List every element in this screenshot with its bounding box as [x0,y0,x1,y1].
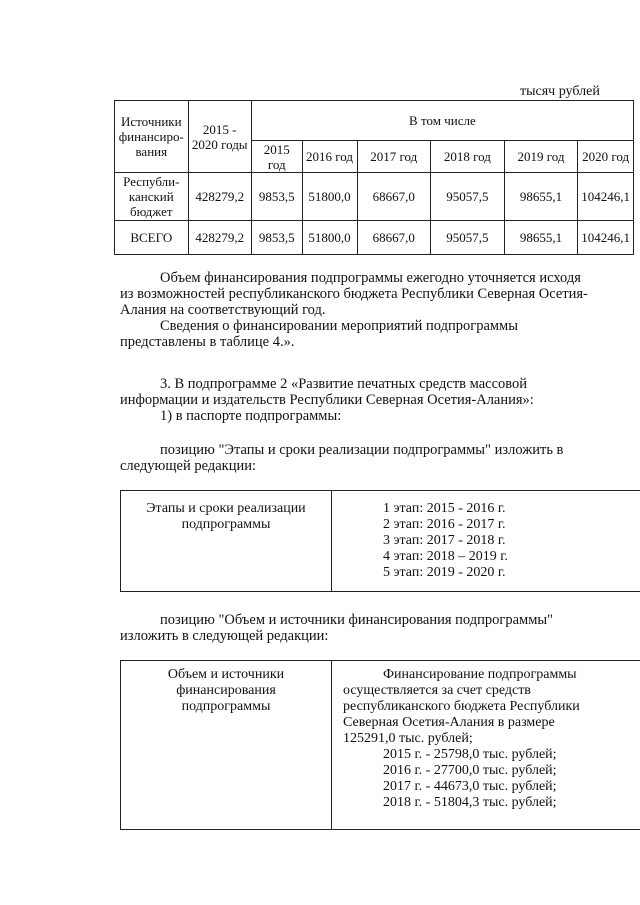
funding-box [120,660,640,830]
stage-item: 4 этап: 2018 – 2019 г. [383,549,508,564]
funding-text-line: 125291,0 тыс. рублей; [343,731,473,746]
stages-box [120,490,640,592]
funding-note-paragraph [120,270,610,350]
stages-list [383,501,508,581]
text-line: позицию "Этапы и сроки реализации подпрограммы" изложить в [160,442,564,458]
row-label: ВСЕГО [115,221,189,255]
text-line: Объем финансирования подпрограммы ежегодно уточняется исходя [160,270,581,286]
year-header: 2018 год [431,141,505,173]
text-line: Сведения о финансировании мероприятий подпрограммы [160,318,518,334]
header-period: 2015 - 2020 годы [188,101,251,173]
text-line: 1) в паспорте подпрограммы: [160,408,342,424]
year-header: 2015 год [251,141,302,173]
year-header: 2016 год [302,141,357,173]
text-line: позицию "Объем и источники финансирования подпрограммы" [160,612,554,628]
units-label: тысяч рублей [520,84,600,99]
funding-text-line: осуществляется за счет средств [343,683,531,698]
funding-label-cell [121,661,332,829]
stages-label: Этапы и сроки реализации подпрограммы [146,501,306,532]
row-total: 428279,2 [188,221,251,255]
table-row [115,173,634,221]
row-value: 98655,1 [504,221,578,255]
year-header: 2019 год [504,141,578,173]
row-value: 51800,0 [302,173,357,221]
funding-year-line: 2015 г. - 25798,0 тыс. рублей; [383,747,557,762]
text-line: информации и издательств Республики Северная Осетия-Алания»: [120,392,534,408]
row-label: Республи-канский бюджет [115,173,189,221]
funding-text [343,667,625,811]
row-value: 9853,5 [251,221,302,255]
stage-item: 3 этап: 2017 - 2018 г. [383,533,506,548]
funding-label: Объем и источники финансирования подпрограммы [167,667,285,714]
stage-item: 1 этап: 2015 - 2016 г. [383,501,506,516]
position-stages-paragraph [120,442,610,474]
row-value: 68667,0 [357,173,431,221]
funding-text-line: Северная Осетия-Алания в размере [343,715,555,730]
text-line: Алания на соответствующий год. [120,302,326,318]
funding-text-line: республиканского бюджета Республики [343,699,580,714]
text-line: следующей редакции: [120,458,257,474]
text-line: представлены в таблице 4.». [120,334,295,350]
row-value: 9853,5 [251,173,302,221]
stage-item: 2 этап: 2016 - 2017 г. [383,517,506,532]
stage-item: 5 этап: 2019 - 2020 г. [383,565,506,580]
table-row [115,221,634,255]
funding-year-line: 2016 г. - 27700,0 тыс. рублей; [383,763,557,778]
financing-table [114,100,634,255]
row-value: 51800,0 [302,221,357,255]
header-including: В том числе [251,101,633,141]
item-3-paragraph [120,376,610,424]
funding-text-line: Финансирование подпрограммы [383,667,577,682]
stages-label-cell [121,491,332,591]
position-funding-paragraph [120,612,610,644]
funding-year-line: 2017 г. - 44673,0 тыс. рублей; [383,779,557,794]
row-value: 98655,1 [504,173,578,221]
row-value: 104246,1 [578,221,634,255]
row-value: 95057,5 [431,221,505,255]
text-line: 3. В подпрограмме 2 «Развитие печатных средств массовой [160,376,528,392]
text-line: из возможностей республиканского бюджета Республики Северная Осетия- [120,286,588,302]
row-value: 95057,5 [431,173,505,221]
row-value: 104246,1 [578,173,634,221]
funding-year-line: 2018 г. - 51804,3 тыс. рублей; [383,795,557,810]
year-header: 2020 год [578,141,634,173]
header-source: Источники финансиро-вания [115,101,189,173]
text-line: изложить в следующей редакции: [120,628,329,644]
row-total: 428279,2 [188,173,251,221]
year-header: 2017 год [357,141,431,173]
row-value: 68667,0 [357,221,431,255]
